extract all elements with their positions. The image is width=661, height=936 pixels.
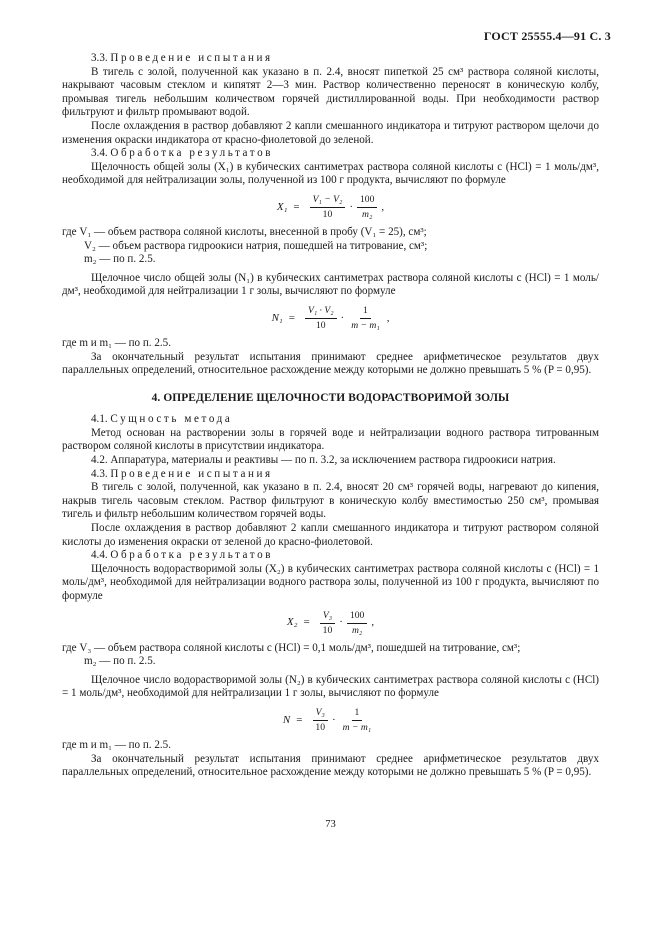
formula-fraction <box>310 194 346 221</box>
paragraph: После охлаждения в раствор добавляют 2 капли смешанного индикатора и титруют раствором соляной кислоты до изменения окраски от зеленой до красно-фиолетовой. <box>62 522 599 548</box>
subsection-number: 4.1. <box>91 413 111 426</box>
subsection-heading-4-3 <box>62 468 599 482</box>
definition-line: где V₃ — объем раствора соляной кислоты c (HCl) = 0,1 моль/дм³, пошедшей на титрование, см³; <box>62 641 521 654</box>
formula-equals: = <box>293 200 300 213</box>
formula-denominator: m − m₁ <box>342 721 372 733</box>
formula-dot: · <box>349 200 353 213</box>
formula-numerator: V₁ − V₂ <box>310 194 346 208</box>
formula-fraction <box>305 305 337 332</box>
formula-fraction <box>340 707 374 734</box>
formula-dot: · <box>332 713 336 726</box>
page-number: 73 <box>325 819 336 830</box>
paragraph: Метод основан на растворении золы в горячей воде и нейтрализации водного раствора титрованным раствором соляной кислоты в присутствии индикатора. <box>62 426 599 453</box>
formula-equals: = <box>296 713 303 726</box>
formula-fraction <box>320 610 336 637</box>
subsection-heading-3-4 <box>62 147 599 161</box>
formula-x2 <box>62 610 599 637</box>
document-body <box>62 52 599 780</box>
formula-denominator: m − m₁ <box>351 319 380 331</box>
paragraph: За окончательный результат испытания принимают среднее арифметическое результатов двух параллельных определений, относительное расхождение между которыми не должно превышать 5 % (P = 0,95). <box>62 350 599 377</box>
paragraph: Щелочность водорастворимой золы (X₂) в кубических сантиметрах раствора соляной кислоты c (HCl) = 1 моль/дм³, необходимой для нейтрализации водного раствора золы, полученной из 100 г продукта, вычисляют по формуле <box>62 562 599 602</box>
subsection-heading-4-1 <box>62 413 599 427</box>
subsection-title: Проведение испытания <box>110 52 273 64</box>
subsection-number: 3.3. <box>91 52 111 64</box>
subsection-heading-4-4 <box>62 549 599 563</box>
formula-numerator: 1 <box>352 707 363 721</box>
formula-fraction <box>347 610 367 637</box>
section-heading-4: 4. ОПРЕДЕЛЕНИЕ ЩЕЛОЧНОСТИ ВОДОРАСТВОРИМОЙ ЗОЛЫ <box>151 391 510 404</box>
definition-line: m₂ — по п. 2.5. <box>84 655 156 668</box>
subsection-title: Обработка результатов <box>110 549 274 562</box>
subsection-number: 4.3. <box>91 467 111 480</box>
formula-numerator: V₃ <box>320 610 335 624</box>
formula-denominator: m₂ <box>362 208 373 220</box>
definition-line: где m и m₁ — по п. 2.5. <box>62 738 171 751</box>
formula-dot: · <box>340 311 345 324</box>
paragraph: За окончательный результат испытания принимают среднее арифметическое результатов двух параллельных определений, относительное расхождение между которыми не должно превышать 5 % (P = 0,95). <box>62 752 599 779</box>
formula-denominator: 10 <box>315 319 326 331</box>
subsection-number: 3.4. <box>91 147 111 160</box>
formula-numerator: V₃ <box>313 707 328 721</box>
paragraph: Щелочное число общей золы (N₁) в кубических сантиметрах раствора соляной кислоты c (HCl) = 1 моль/дм³, необходимой для нейтрализации 1 г золы, вычисляют по формуле <box>62 271 599 298</box>
subsection-title: Проведение испытания <box>110 467 273 480</box>
subsection-title: Обработка результатов <box>110 147 274 160</box>
formula-lhs: X₁ <box>276 200 288 213</box>
paragraph: В тигель с золой, полученной, как указано в п. 2.4, вносят 20 см³ горячей воды, нагревают до кипения, накрыв тигель часовым стеклом. Раствор фильтруют в коническую колбу вместимостью 250 см³, промывая тигель и фильтр небольшим количеством горячей воды. <box>62 481 599 521</box>
formula-n2 <box>62 707 599 734</box>
formula-numerator: 100 <box>347 610 367 624</box>
formula-denominator: 10 <box>315 721 325 733</box>
formula-lhs: N₁ <box>271 311 283 324</box>
definition-line: m₂ — по п. 2.5. <box>84 253 156 266</box>
paragraph: В тигель с золой, полученной как указано в п. 2.4, вносят пипеткой 25 см³ раствора соляной кислоты, накрывают часовым стеклом и кипятят 2—3 мин. Раствор количественно переносят в коническую колбу, промывая тигель небольшим количеством горячей дистиллированной воды. При необходимости раствор фильтруют и фильтр промывают водой. <box>62 65 599 119</box>
formula-fraction <box>357 194 377 221</box>
paragraph: 4.2. Аппаратура, материалы и реактивы — по п. 3.2, за исключением раствора гидроокиси натрия. <box>91 454 556 467</box>
formula-denominator: 10 <box>322 208 333 220</box>
formula-denominator: 10 <box>322 624 333 636</box>
paragraph: Щелочность общей золы (X₁) в кубических сантиметрах раствора соляной кислоты c (HCl) = 1 моль/дм³, необходимой для нейтрализации золы, полученной из 100 г продукта, вычисляют по формуле <box>62 160 599 187</box>
formula-n1 <box>62 305 599 332</box>
formula-numerator: V₁ · V₂ <box>305 305 337 319</box>
paragraph: Щелочное число водорастворимой золы (N₂) в кубических сантиметрах раствора соляной кислоты c (HCl) = 1 моль/дм³, необходимой для нейтрализации 1 г золы, вычисляют по формуле <box>62 673 599 700</box>
formula-tail: , <box>381 200 385 213</box>
definition-line: где V₁ — объем раствора соляной кислоты, внесенной в пробу (V₁ = 25), см³; <box>62 225 427 238</box>
formula-equals: = <box>303 616 310 629</box>
definition-line: где m и m₁ — по п. 2.5. <box>62 336 171 349</box>
formula-denominator: m₂ <box>352 624 363 636</box>
subsection-number: 4.4. <box>91 549 111 562</box>
formula-tail: , <box>371 616 375 629</box>
formula-dot: · <box>339 616 343 629</box>
formula-fraction <box>348 305 382 332</box>
formula-x1 <box>62 194 599 221</box>
formula-equals: = <box>288 311 295 324</box>
subsection-heading-3-3 <box>62 52 599 66</box>
paragraph: После охлаждения в раствор добавляют 2 капли смешанного индикатора и титруют раствором щелочи до изменения окраски индикатора от красно-фиолетовой до зеленой. <box>62 119 599 146</box>
formula-lhs: X₂ <box>286 616 298 629</box>
formula-tail: , <box>386 311 390 324</box>
subsection-title: Сущность метода <box>110 413 233 426</box>
page-header: ГОСТ 25555.4—91 С. 3 <box>483 29 611 43</box>
formula-lhs: N <box>282 713 291 726</box>
definition-line: V₂ — объем раствора гидроокиси натрия, пошедшей на титрование, см³; <box>84 239 428 252</box>
formula-fraction <box>312 707 328 734</box>
formula-numerator: 100 <box>357 194 377 208</box>
formula-numerator: 1 <box>360 305 371 319</box>
